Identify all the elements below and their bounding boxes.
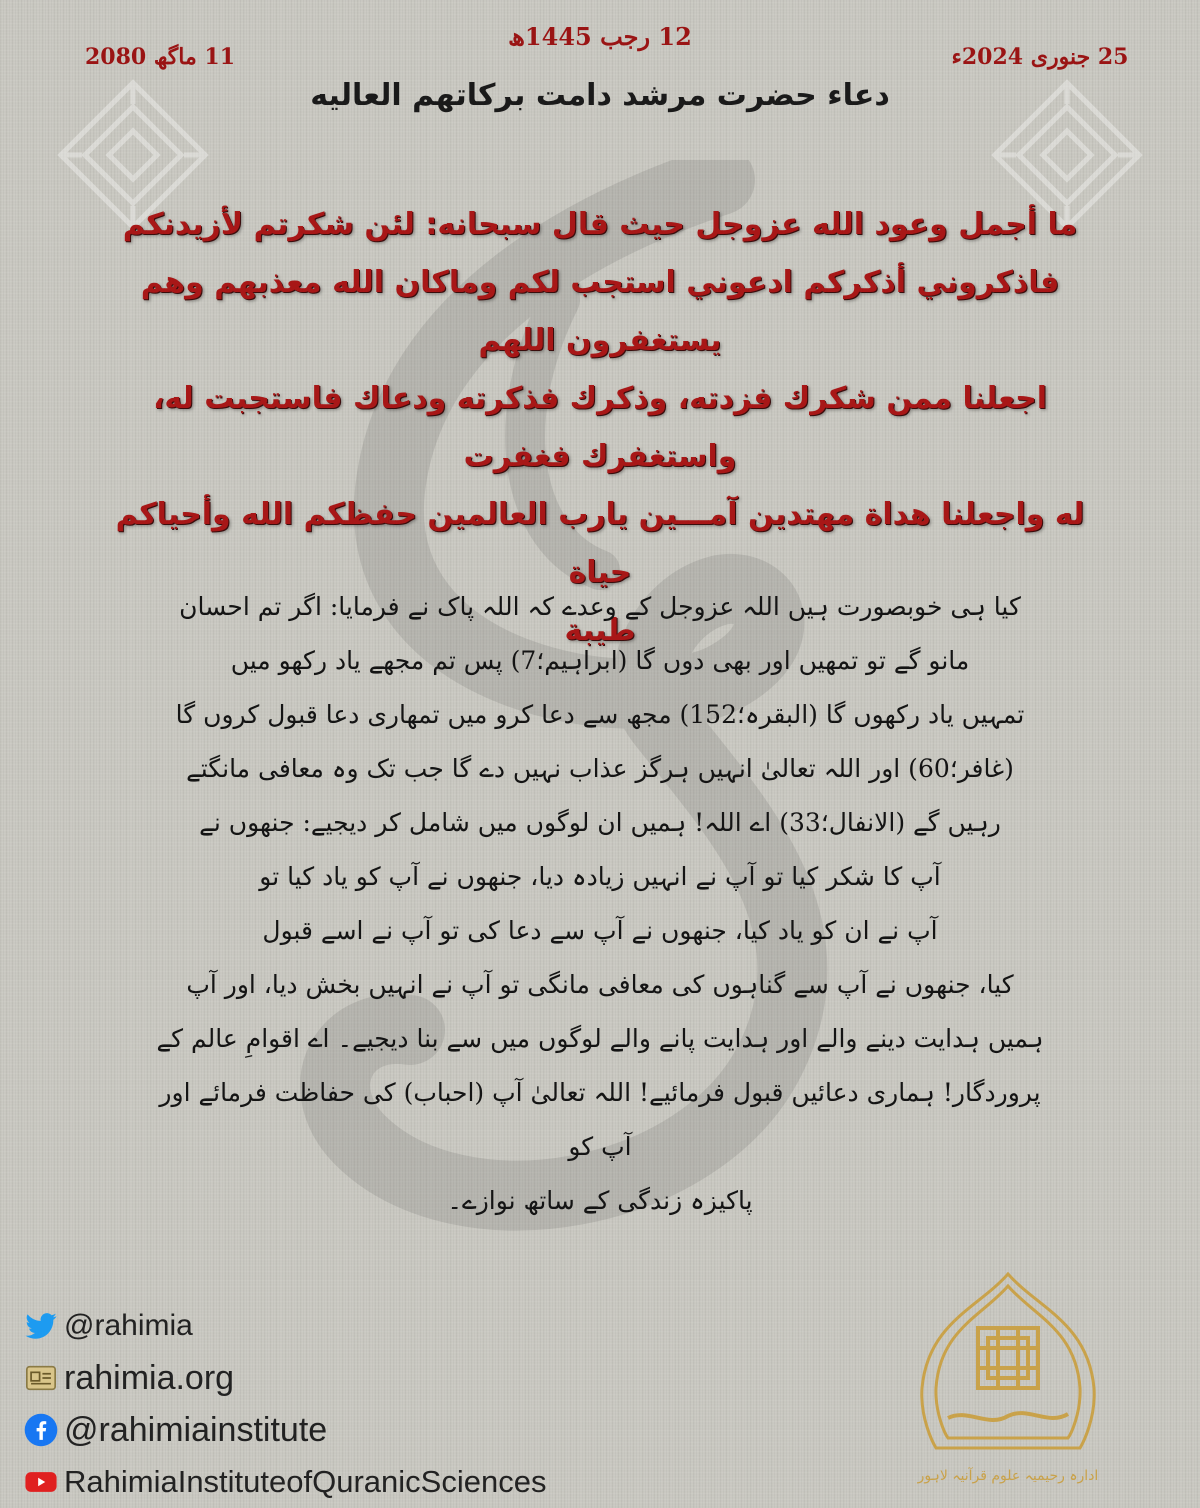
arabic-line: له واجعلنا هداة مهتدين آمـــين يارب العالمين حفظكم الله وأحياكم حياة bbox=[115, 497, 1085, 590]
twitter-bird-icon bbox=[24, 1309, 58, 1343]
urdu-line: آپ نے ان کو یاد کیا، جنھوں نے آپ سے دعا کی تو آپ نے اسے قبول bbox=[262, 916, 938, 945]
facebook-link[interactable] bbox=[24, 1404, 664, 1456]
urdu-line: ہمیں ہدایت دینے والے اور ہدایت پانے والے لوگوں میں سے بنا دیجیے۔ اے اقوامِ عالم کے bbox=[156, 1024, 1044, 1053]
youtube-link[interactable] bbox=[24, 1456, 664, 1508]
arabic-line: طيبة bbox=[564, 613, 636, 648]
twitter-link[interactable] bbox=[24, 1300, 664, 1352]
urdu-line: آپ کا شکر کیا تو آپ نے انہیں زیادہ دیا، جنھوں نے آپ کو یاد کیا تو bbox=[259, 862, 941, 891]
facebook-handle: @rahimiainstitute bbox=[64, 1410, 328, 1449]
urdu-translation bbox=[150, 580, 1050, 1228]
gregorian-date: 25 جنوری 2024ء bbox=[951, 44, 1129, 70]
arabic-line: ما أجمل وعود الله عزوجل حيث قال سبحانه: لئن شكرتم لأزيدنكم bbox=[122, 207, 1078, 242]
prayer-heading: دعاء حضرت مرشد دامت برکاتهم العالیه bbox=[310, 78, 890, 113]
bikrami-date: 11 ماگھ 2080 bbox=[84, 44, 236, 70]
urdu-line: مانو گے تو تمھیں اور بھی دوں گا (ابراہیم؛7) پس تم مجھے یاد رکھو میں bbox=[230, 646, 970, 675]
facebook-f-icon bbox=[24, 1413, 58, 1447]
youtube-channel: RahimiaInstituteofQuranicSciences bbox=[64, 1464, 547, 1499]
urdu-line: کیا، جنھوں نے آپ سے گناہوں کی معافی مانگی تو آپ نے انہیں بخش دیا، اور آپ bbox=[186, 970, 1014, 999]
urdu-line: (غافر؛60) اور اللہ تعالیٰ انہیں ہرگز عذاب نہیں دے گا جب تک وہ معافی مانگتے bbox=[186, 754, 1014, 783]
website-link[interactable] bbox=[24, 1352, 664, 1404]
twitter-handle: @rahimia bbox=[64, 1309, 193, 1342]
rahimia-logo bbox=[908, 1268, 1108, 1490]
urdu-line: پاکیزہ زندگی کے ساتھ نوازے۔ bbox=[447, 1186, 753, 1215]
urdu-line: پروردگار! ہماری دعائیں قبول فرمائیے! اللہ تعالیٰ آپ (احباب) کی حفاظت فرمائے اور آپ کو bbox=[159, 1078, 1041, 1161]
hijri-date: 12 رجب 1445ھ bbox=[508, 22, 692, 51]
website-url: rahimia.org bbox=[64, 1358, 235, 1397]
urdu-line: رہیں گے (الانفال؛33) اے اللہ! ہمیں ان لوگوں میں شامل کر دیجیے: جنھوں نے bbox=[199, 808, 1001, 837]
youtube-play-icon bbox=[24, 1465, 58, 1499]
logo-caption: ادارہ رحیمیہ علوم قرآنیہ لاہور bbox=[917, 1468, 1099, 1484]
web-globe-icon bbox=[24, 1361, 58, 1395]
arabic-line: فاذكروني أذكركم ادعوني استجب لكم وماكان الله معذبهم وهم يستغفرون اللهم bbox=[140, 265, 1060, 358]
urdu-line: کیا ہی خوبصورت ہیں اللہ عزوجل کے وعدے کہ اللہ پاک نے فرمایا: اگر تم احسان bbox=[179, 592, 1021, 621]
arabic-line: اجعلنا ممن شكرك فزدته، وذكرك فذكرته ودعاك فاستجبت له، واستغفرك فغفرت bbox=[152, 381, 1048, 474]
social-links bbox=[24, 1300, 664, 1508]
urdu-line: تمہیں یاد رکھوں گا (البقرہ؛152) مجھ سے دعا کرو میں تمھاری دعا قبول کروں گا bbox=[175, 700, 1025, 729]
